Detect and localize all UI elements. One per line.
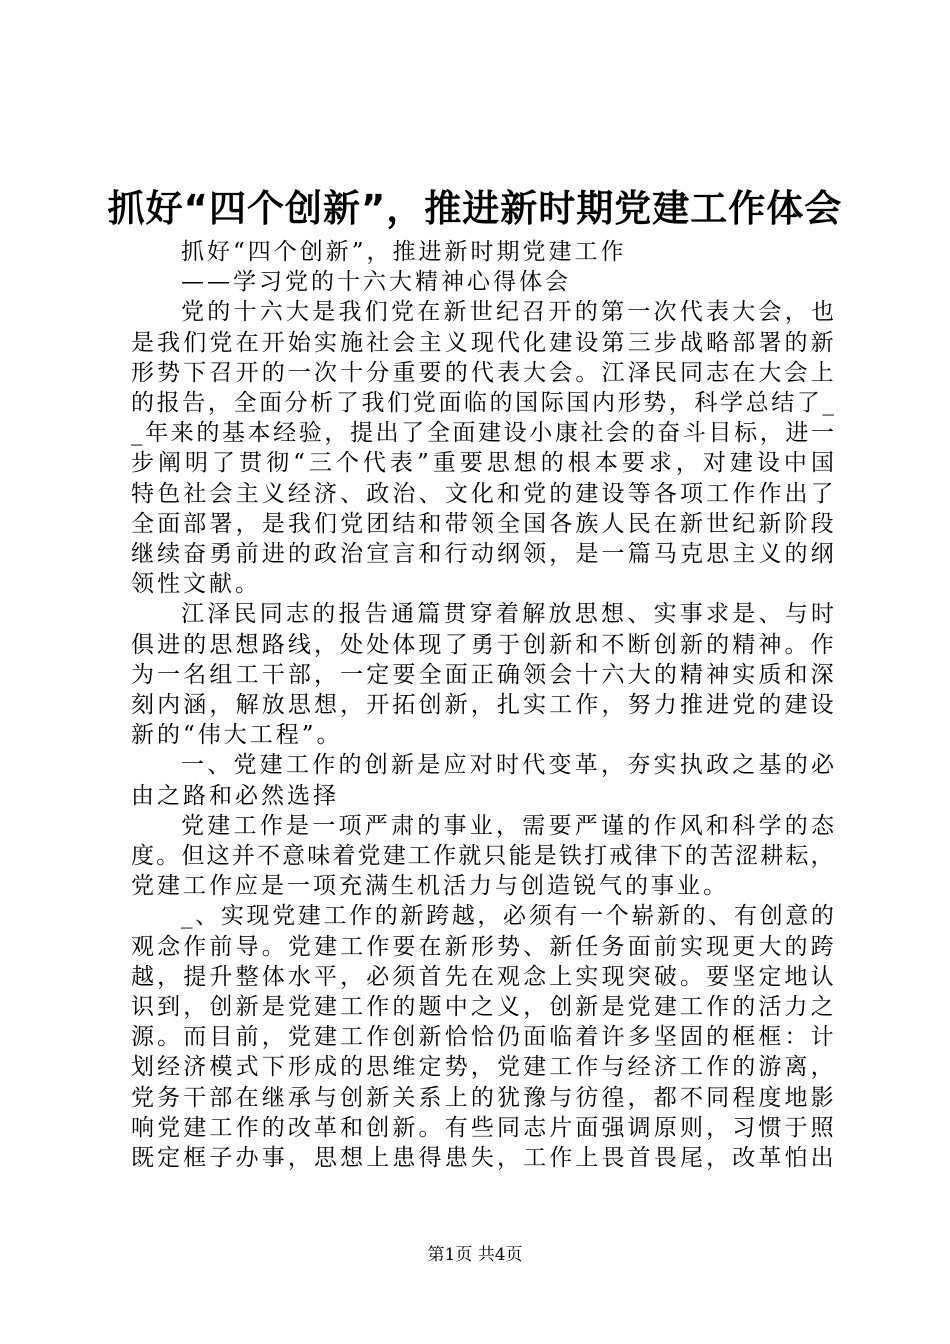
body-line: 源 。 而 目 前 ， 党 建 工 作 创 新 恰 恰 仍 面 临 着 许 多 坚 固 的 框 框 ： 计 bbox=[131, 1024, 834, 1051]
body-line: 响 党 建 工 作 的 改 革 和 创 新 。 有 些 同 志 片 面 强 调 原 则 ， 习 惯 于 照 bbox=[131, 1114, 834, 1141]
body-line: 全 面 部 署 ， 是 我 们 党 团 结 和 带 领 全 国 各 族 人 民 在 新 世 纪 新 阶 段 bbox=[131, 510, 834, 537]
body-line: 新的“伟大工程”。 bbox=[131, 722, 343, 749]
body-line: 继 续 奋 勇 前 进 的 政 治 宣 言 和 行 动 纲 领 ， 是 一 篇 马 克 思 主 义 的 纲 bbox=[131, 541, 834, 568]
body-line: 刻 内 涵 ， 解 放 思 想 ， 开 拓 创 新 ， 扎 实 工 作 ， 努 力 推 进 党 的 建 设 bbox=[131, 692, 834, 719]
body-line: 党 建 工 作 是 一 项 严 肃 的 事 业 ， 需 要 严 谨 的 作 风 和 科 学 的 态 bbox=[181, 812, 834, 839]
body-line: 的 报 告 ， 全 面 分 析 了 我 们 党 面 临 的 国 际 国 内 形 势 ， 科 学 总 结 了 _ bbox=[131, 390, 834, 417]
document-body bbox=[131, 237, 834, 1173]
body-line: 划 经 济 模 式 下 形 成 的 思 维 定 势 ， 党 建 工 作 与 经 济 工 作 的 游 离 ， bbox=[131, 1054, 834, 1081]
body-line: _ 年 来 的 基 本 经 验 ， 提 出 了 全 面 建 设 小 康 社 会 的 奋 斗 目 标 ， 进 一 bbox=[131, 420, 834, 447]
body-line: 为 一 名 组 工 干 部 ， 一 定 要 全 面 正 确 领 会 十 六 大 的 精 神 实 质 和 深 bbox=[131, 661, 834, 688]
body-line: 俱 进 的 思 想 路 线 ， 处 处 体 现 了 勇 于 创 新 和 不 断 创 新 的 精 神 。 作 bbox=[131, 631, 834, 658]
body-line: 步 阐 明 了 贯 彻 “ 三 个 代 表 ” 重 要 思 想 的 根 本 要 求 ， 对 建 设 中 国 bbox=[131, 450, 834, 477]
page-footer: 第1页 共4页 bbox=[427, 1245, 523, 1265]
body-line: 形 势 下 召 开 的 一 次 十 分 重 要 的 代 表 大 会 。 江 泽 民 同 志 在 大 会 上 bbox=[131, 359, 834, 386]
body-line: 既 定 框 子 办 事 ， 思 想 上 患 得 患 失 ， 工 作 上 畏 首 畏 尾 ， 改 革 怕 出 bbox=[131, 1145, 834, 1172]
body-line: _ 、 实 现 党 建 工 作 的 新 跨 越 ， 必 须 有 一 个 崭 新 的 、 有 创 意 的 bbox=[181, 903, 834, 930]
body-line: 越 ， 提 升 整 体 水 平 ， 必 须 首 先 在 观 念 上 实 现 突 破 。 要 坚 定 地 认 bbox=[131, 963, 834, 990]
body-line: ——学习党的十六大精神心得体会 bbox=[181, 269, 571, 296]
body-line: 一 、 党 建 工 作 的 创 新 是 应 对 时 代 变 革 ， 夯 实 执 政 之 基 的 必 bbox=[181, 752, 834, 779]
body-line: 观 念 作 前 导 。 党 建 工 作 要 在 新 形 势 、 新 任 务 面 前 实 现 更 大 的 跨 bbox=[131, 933, 834, 960]
body-line: 由之路和必然选择 bbox=[131, 782, 339, 809]
body-line: 是 我 们 党 在 开 始 实 施 社 会 主 义 现 代 化 建 设 第 三 步 战 略 部 署 的 新 bbox=[131, 329, 834, 356]
body-line: 识 到 ， 创 新 是 党 建 工 作 的 题 中 之 义 ， 创 新 是 党 建 工 作 的 活 力 之 bbox=[131, 994, 834, 1021]
body-line: 江 泽 民 同 志 的 报 告 通 篇 贯 穿 着 解 放 思 想 、 实 事 求 是 、 与 时 bbox=[181, 601, 834, 628]
document-title: 抓好“四个创新”，推进新时期党建工作体会 bbox=[107, 187, 843, 230]
body-line: 党 务 干 部 在 继 承 与 创 新 关 系 上 的 犹 豫 与 彷 徨 ， 都 不 同 程 度 地 影 bbox=[131, 1084, 834, 1111]
body-line: 党建工作应是一项充满生机活力与创造锐气的事业。 bbox=[131, 873, 729, 900]
body-line: 度 。 但 这 并 不 意 味 着 党 建 工 作 就 只 能 是 铁 打 戒 律 下 的 苦 涩 耕 耘 ， bbox=[131, 843, 834, 870]
body-line: 党 的 十 六 大 是 我 们 党 在 新 世 纪 召 开 的 第 一 次 代 表 大 会 ， 也 bbox=[181, 299, 834, 326]
body-line: 抓好“四个创新”，推进新时期党建工作 bbox=[181, 239, 627, 265]
body-line: 领性文献。 bbox=[131, 571, 261, 598]
body-line: 特 色 社 会 主 义 经 济 、 政 治 、 文 化 和 党 的 建 设 等 各 项 工 作 作 出 了 bbox=[131, 480, 834, 507]
